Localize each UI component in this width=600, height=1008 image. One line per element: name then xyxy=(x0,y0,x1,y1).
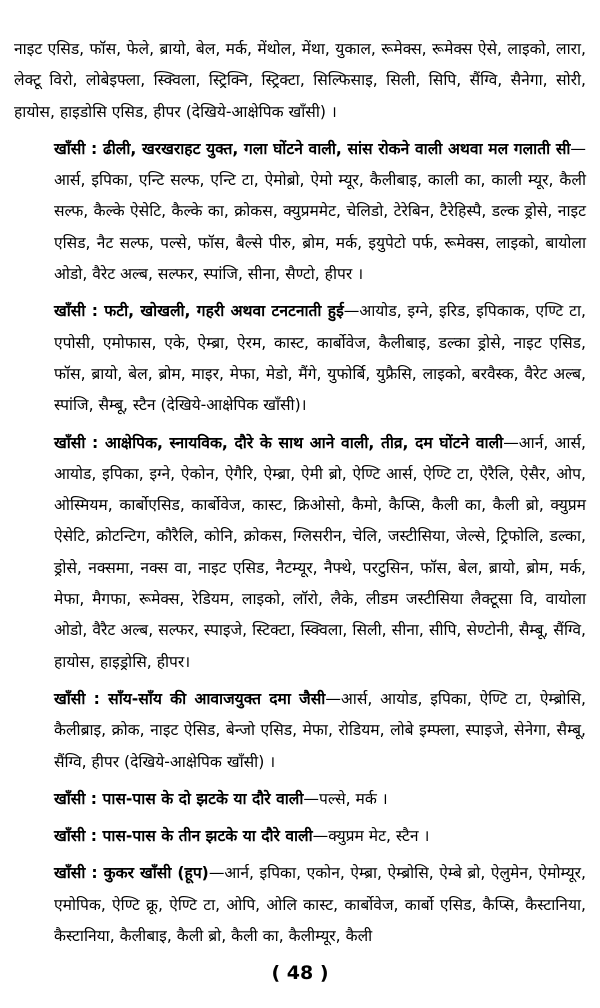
paragraph-text: —आर्न, आर्स, आयोड, इपिका, इग्ने, ऐकोन, ऐगैरि, ऐम्ब्रा, ऐमी ब्रो, ऐण्टि आर्स, ऐण्टि टा, ऐरैलि, ऐसैर, ओप, ओस्मियम, कार्बोएसिड, कार्बोवेज, कास्ट, क्रिओसो, कैमो, कैप्सि, कैली का, कैली ब्रो, क्युप्रम ऐसेटि, क्रोटन्टिग, कौरैलि, कोनि, क्रोकस, ग्लिसरीन, चेलि, जस्टीसिया, जेल्से, ट्रिफोलि, डल्का, ड्रोसे, नक्समा, नक्स वा, नाइट एसिड, नैटम्यूर, नैफ्थे, परटुसिन, फॉस, बेल, ब्रायो, ब्रोम, मर्क, मेफा, मैगफा, रूमेक्स, रेडियम, लाइको, लॉरो, लैके, लीडम जस्टीसिया लैक्टूसा वि, वायोला ओडो, वैरैट अल्ब, सल्फर, स्पाइजे, स्टिक्टा, स्क्विला, सिली, सीना, सीपि, सेण्टोनी, सैम्बू, सैंग्वि, हायोस, हाइड्रोसि, हीपर। xyxy=(54,433,586,671)
paragraph-cough-wheezing xyxy=(14,684,586,778)
paragraph-heading: खाँसी : आक्षेपिक, स्नायविक, दौरे के साथ आने वाली, तीव्र, दम घोंटने वाली xyxy=(54,433,504,452)
paragraph-cough-hollow xyxy=(14,296,586,421)
paragraph-text: —क्युप्रम मेट, स्टैन । xyxy=(312,827,430,846)
paragraph-text: —आर्स, इपिका, एन्टि सल्फ, एन्टि टा, ऐमोब्रो, ऐमो म्यूर, कैलीबाइ, काली का, काली म्यूर, कैली सल्फ, कैल्के ऐसेटि, कैल्के का, क्रोकस, क्युप्रममेट, चेलिडो, टेरेबिन, टैरेहिस्पै, डल्क ड्रोसे, नाइट एसिड, नैट सल्फ, पल्से, फॉस, बैल्से पीरु, ब्रोम, मर्क, इयुपेटो पर्फ, रूमेक्स, लाइको, बायोला ओडो, वैरेट अल्ब, सल्फर, स्पांजि, सीना, सैण्टो, हीपर । xyxy=(54,139,586,284)
paragraph-cough-two-fits xyxy=(14,784,586,815)
paragraph-whooping-cough xyxy=(14,858,586,952)
paragraph-heading: खाँसी : कुकर खाँसी (हूप) xyxy=(54,864,209,883)
paragraph-heading: खाँसी : फटी, खोखली, गहरी अथवा टनटनाती हुई xyxy=(54,302,344,321)
paragraph-continuation xyxy=(14,34,586,128)
paragraph-cough-spasmodic xyxy=(14,428,586,678)
paragraph-text: नाइट एसिड, फॉस, फेले, ब्रायो, बेल, मर्क, मेंथोल, मेंथा, युकाल, रूमेक्स, रूमेक्स ऐसे, लाइको, लारा, लेक्टू विरो, लोबेइफ्ला, स्क्विला, स्ट्रिक्नि, स्ट्रिक्टा, सिल्फिसाइ, सिली, सिपि, सैंग्वि, सैनेगा, सोरी, हायोस, हाइडोसि एसिड, हीपर (देखिये-आक्षेपिक खाँसी) । xyxy=(14,40,586,121)
paragraph-text: —आर्न, इपिका, एकोन, ऐम्ब्रा, ऐम्ब्रोसि, ऐम्बे ब्रो, ऐलुमेन, ऐमोम्यूर, एमोपिक, ऐण्टि क्रू, ऐण्टि टा, ओपि, ओलि कास्ट, कार्बोवेज, कार्बो एसिड, कैप्सि, कैस्टानिया, कैस्टानिया, कैलीबाइ, कैली ब्रो, कैली का, कैलीम्यूर, कैली xyxy=(54,864,586,946)
paragraph-text: —पल्से, मर्क । xyxy=(303,789,388,808)
paragraph-heading: खाँसी : साँय-साँय की आवाजयुक्त दमा जैसी xyxy=(54,689,326,708)
paragraph-text: —आर्स, आयोड, इपिका, ऐण्टि टा, ऐम्ब्रोसि, कैलीब्राइ, क्रोक, नाइट ऐसिड, बेन्जो एसिड, मेफा, रोडियम, लोबे इम्फ्ला, स्पाइजे, सेनेगा, सैम्बू, सैंग्वि, हीपर (देखिये-आक्षेपिक खाँसी) । xyxy=(54,689,586,771)
paragraph-text: —आयोड, इग्ने, इरिड, इपिकाक, एण्टि टा, एपोसी, एमोफास, एके, ऐम्ब्रा, ऐरम, कास्ट, कार्बोवेज, कैलीबाइ, डल्का ड्रोसे, नाइट एसिड, फॉस, ब्रायो, बेल, ब्रोम, माइर, मेफा, मेडो, मैंगे, युफोर्बि, युफ्रैसि, लाइको, बरवैस्क, वैरेट अल्ब, स्पांजि, सैम्बू, स्टैन (देखिये-आक्षेपिक खाँसी)। xyxy=(54,302,586,415)
paragraph-heading: खाँसी : ढीली, खरखराहट युक्त, गला घोंटने वाली, सांस रोकने वाली अथवा मल गलाती सी xyxy=(54,139,571,158)
paragraph-cough-three-fits xyxy=(14,821,586,852)
paragraph-heading: खाँसी : पास-पास के तीन झटके या दौरे वाली xyxy=(54,827,313,846)
paragraph-heading: खाँसी : पास-पास के दो झटके या दौरे वाली xyxy=(54,789,304,808)
page-number: ( 48 ) xyxy=(271,962,329,984)
paragraph-cough-loose xyxy=(14,134,586,290)
